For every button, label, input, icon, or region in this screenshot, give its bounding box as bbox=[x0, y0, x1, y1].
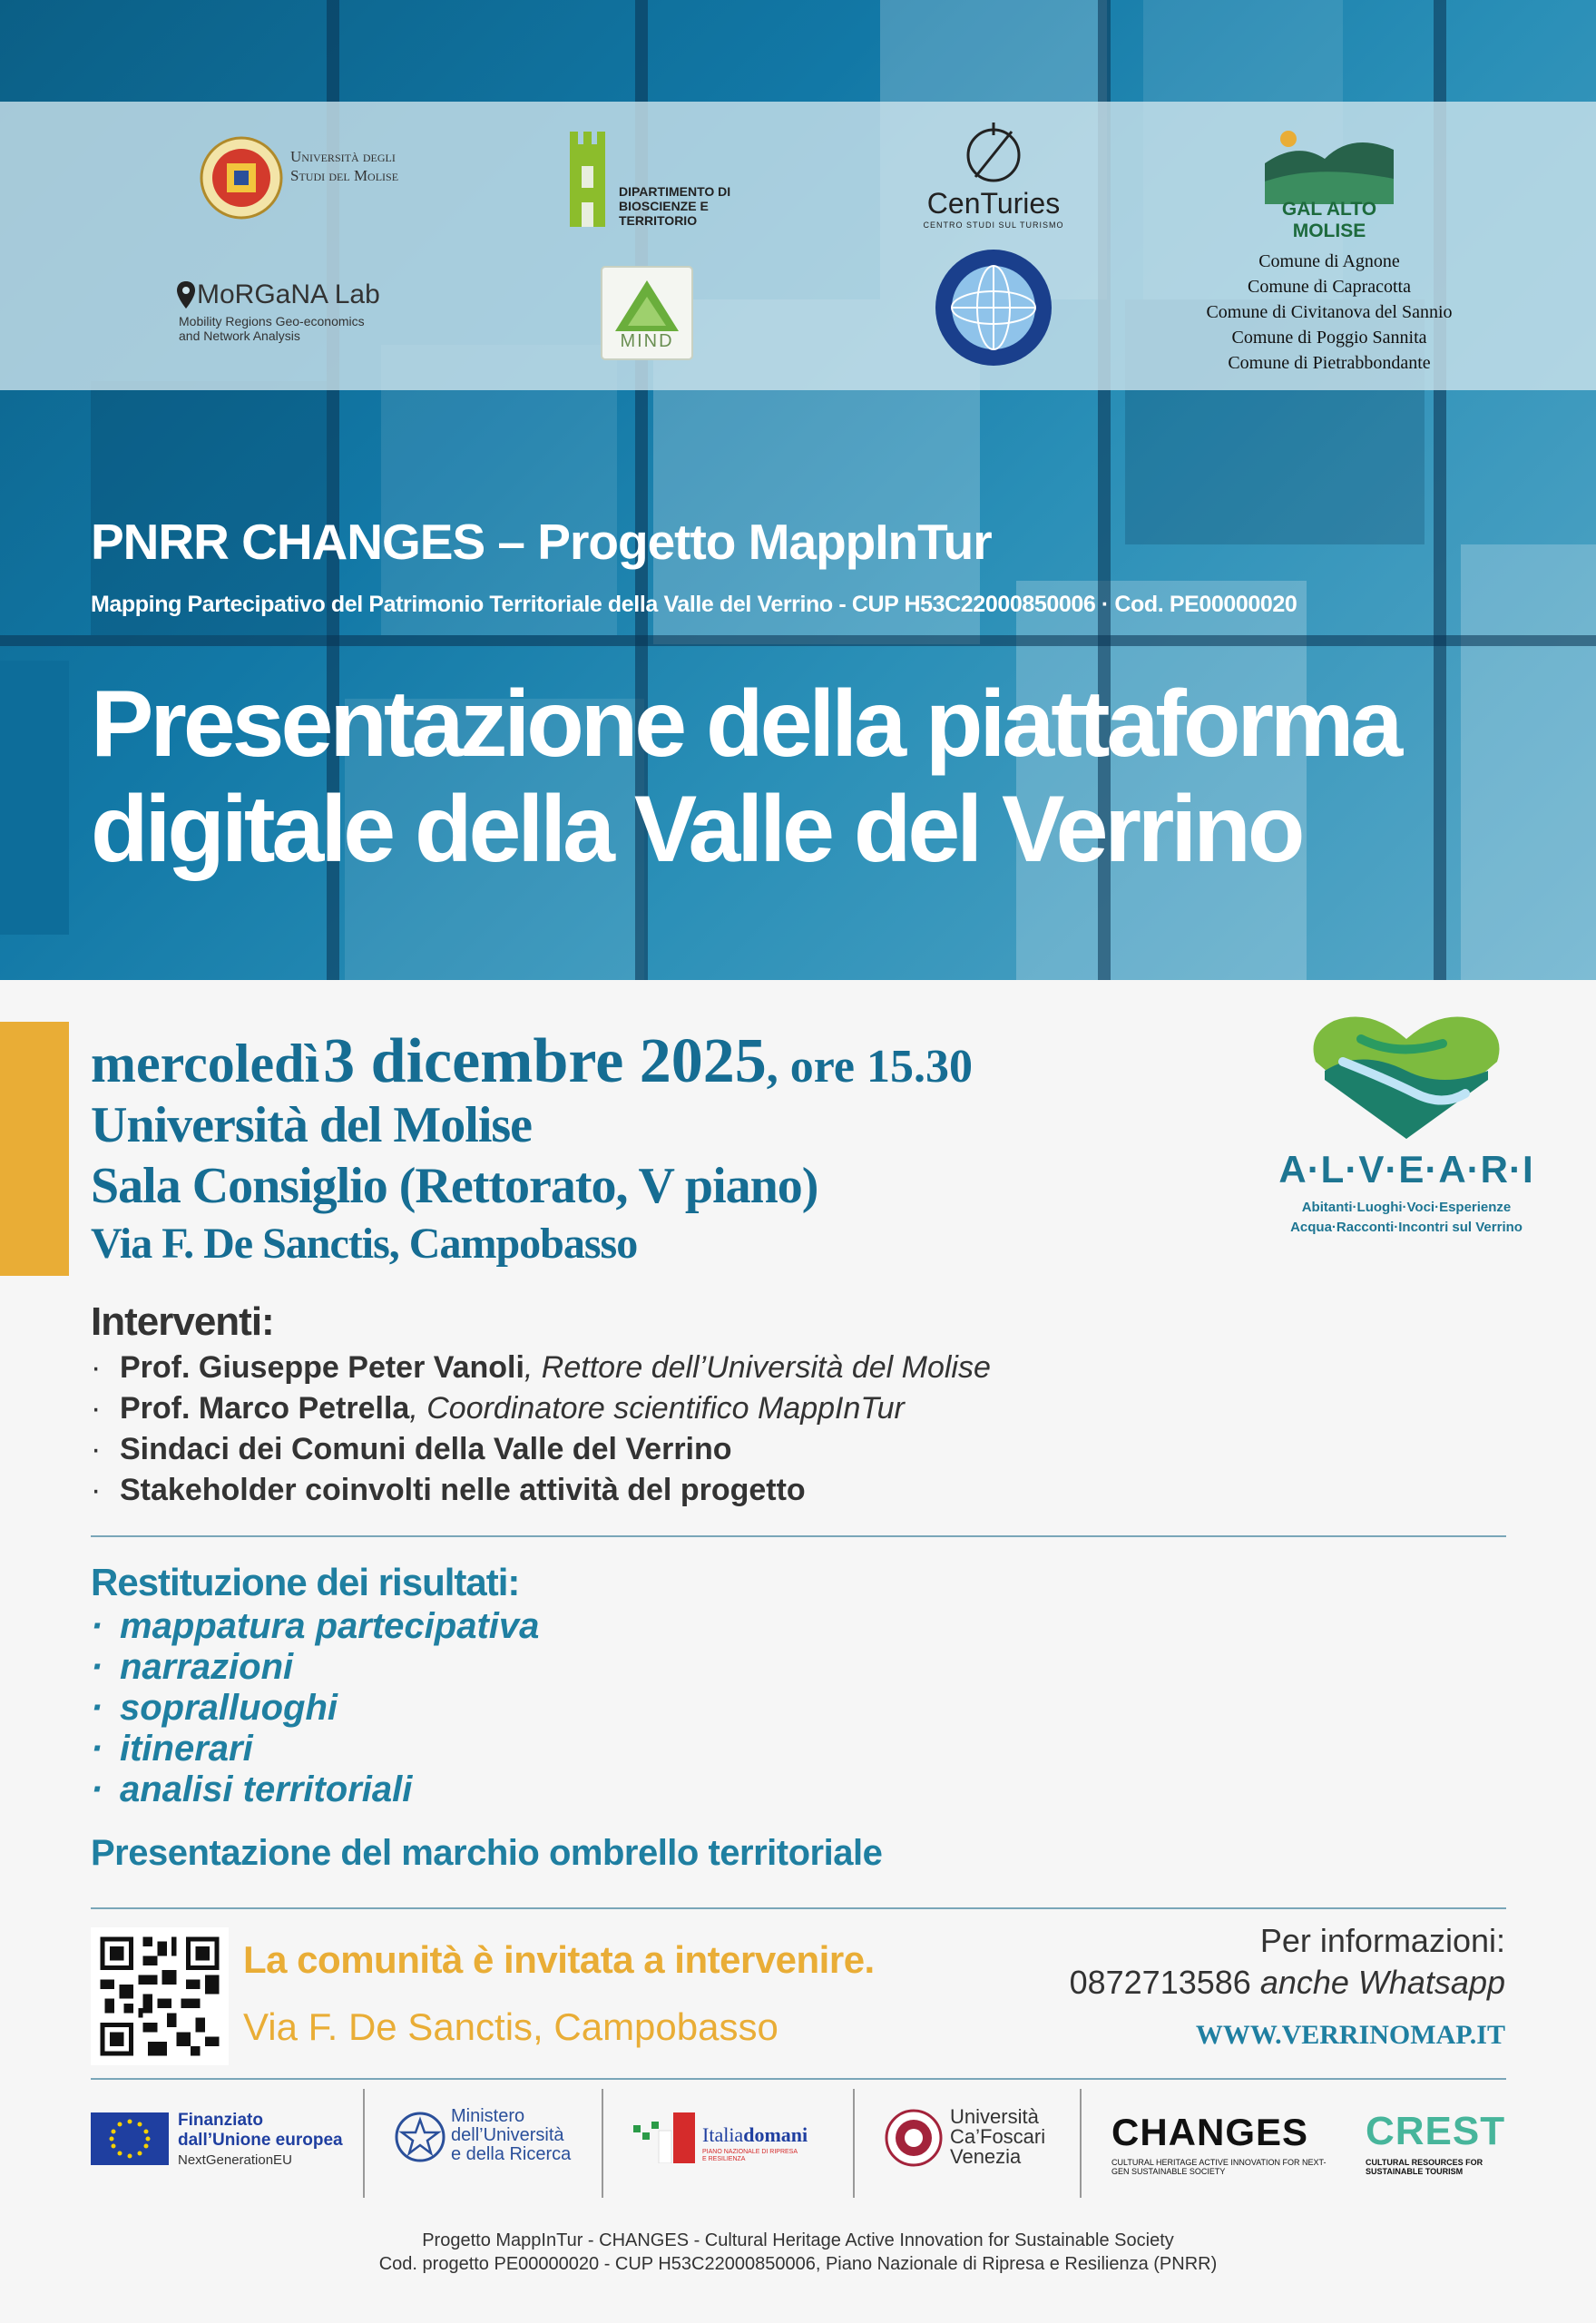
risultati-item-text: analisi territoriali bbox=[120, 1769, 413, 1809]
interventi-item: · Prof. Giuseppe Peter Vanoli, Rettore dell’Università del Molise bbox=[91, 1350, 991, 1385]
domani-word: domani bbox=[743, 2123, 808, 2146]
event-venue: Università del Molise bbox=[91, 1097, 533, 1153]
qr-code-icon bbox=[91, 1927, 229, 2065]
italian-emblem-icon bbox=[395, 2109, 446, 2165]
section-divider bbox=[91, 1535, 1506, 1537]
risultati-item-text: narrazioni bbox=[120, 1647, 294, 1687]
phone-note: anche Whatsapp bbox=[1250, 1964, 1505, 2001]
italia-domani-wordmark bbox=[702, 2123, 838, 2147]
mind-logo bbox=[601, 266, 693, 365]
mind-name: MIND bbox=[620, 331, 674, 351]
dipartimento-name: DIPARTIMENTO DI BIOSCIENZE E TERRITORIO bbox=[619, 184, 731, 228]
alveari-name: A·L·V·E·A·R·I bbox=[1278, 1148, 1534, 1191]
foscari-line3: Venezia bbox=[950, 2145, 1022, 2168]
footer-separator bbox=[1080, 2089, 1082, 2198]
event-title-line2: digitale della Valle del Verrino bbox=[91, 777, 1302, 882]
event-address: Via F. De Sanctis, Campobasso bbox=[91, 1220, 638, 1268]
marchio-ombrello: Presentazione del marchio ombrello territoriale bbox=[91, 1833, 883, 1873]
event-time: , ore 15.30 bbox=[766, 1041, 974, 1093]
alveari-tagline-1: Abitanti·Luoghi·Voci·Esperienze bbox=[1301, 1200, 1512, 1215]
eu-flag-icon bbox=[91, 2112, 169, 2165]
compass-icon bbox=[957, 123, 1030, 186]
event-room: Sala Consiglio (Rettorato, V piano) bbox=[91, 1158, 818, 1214]
italia-domani-subtitle: PIANO NAZIONALE DI RIPRESA E RESILIENZA bbox=[702, 2149, 798, 2162]
alveari-tagline-2: Acqua·Racconti·Incontri sul Verrino bbox=[1290, 1220, 1523, 1235]
info-label: Per informazioni: bbox=[1259, 1922, 1505, 1959]
centuries-name: CenTuries bbox=[926, 187, 1061, 220]
hero-accent-bar bbox=[0, 661, 69, 935]
unimol-seal-icon bbox=[200, 136, 283, 220]
comuni-list bbox=[1180, 249, 1479, 376]
event-date bbox=[91, 1025, 973, 1098]
footer-separator bbox=[853, 2089, 855, 2198]
gal-alto-molise-logo bbox=[1261, 123, 1397, 241]
mur-text bbox=[451, 2107, 605, 2164]
risultati-item: · sopralluoghi bbox=[91, 1688, 338, 1728]
italy-flag-icon bbox=[633, 2112, 699, 2163]
globe-seal-logo bbox=[933, 247, 1055, 374]
website-link[interactable]: WWW.VERRINOMAP.IT bbox=[1195, 2020, 1505, 2050]
risultati-item: · narrazioni bbox=[91, 1647, 294, 1687]
italia-word: Italia bbox=[702, 2123, 744, 2146]
risultati-item: · mappatura partecipativa bbox=[91, 1606, 540, 1646]
interventi-heading: Interventi: bbox=[91, 1299, 274, 1344]
tower-icon bbox=[567, 132, 608, 227]
risultati-item-text: itinerari bbox=[120, 1729, 253, 1769]
event-title-line1: Presentazione della piattaforma bbox=[91, 671, 1400, 777]
footer-project-line: Progetto MappInTur - CHANGES - Cultural Heritage Active Innovation for Sustainable Society bbox=[422, 2230, 1174, 2250]
community-invite: La comunità è invitata a intervenire. bbox=[243, 1938, 875, 1981]
footer-separator bbox=[602, 2089, 603, 2198]
interventi-item: · Prof. Marco Petrella, Coordinatore scientifico MappInTur bbox=[91, 1391, 905, 1426]
window-pane bbox=[1461, 544, 1596, 980]
comune-capracotta: Comune di Capracotta bbox=[1248, 277, 1411, 297]
contact-address: Via F. De Sanctis, Campobasso bbox=[243, 2005, 778, 2048]
centuries-logo bbox=[921, 123, 1066, 230]
section-divider bbox=[91, 2078, 1506, 2080]
foscari-line1: Università bbox=[950, 2105, 1039, 2128]
crest-subtitle: CULTURAL RESOURCES FOR SUSTAINABLE TOURISM bbox=[1366, 2158, 1483, 2176]
qr-code[interactable] bbox=[91, 1927, 229, 2065]
mur-line2: dell’Università bbox=[451, 2125, 564, 2145]
morgana-name: MoRGaNA Lab bbox=[197, 279, 380, 309]
interventi-item: · Stakeholder coinvolti nelle attività del progetto bbox=[91, 1473, 806, 1507]
comune-poggio-sannita: Comune di Poggio Sannita bbox=[1231, 328, 1427, 348]
foscari-line2: Ca’Foscari bbox=[950, 2125, 1046, 2148]
morgana-subtitle-line1: Mobility Regions Geo-economics bbox=[179, 314, 365, 328]
project-title: PNRR CHANGES – Progetto MappInTur bbox=[91, 514, 992, 570]
phone-number[interactable]: 0872713586 bbox=[1069, 1964, 1251, 2001]
speaker-name: Prof. Marco Petrella bbox=[120, 1391, 410, 1426]
ca-foscari-text bbox=[950, 2107, 1068, 2167]
interventi-item: · Sindaci dei Comuni della Valle del Verrino bbox=[91, 1432, 732, 1466]
map-pin-icon bbox=[177, 281, 195, 309]
unimol-name: Università degli Studi del Molise bbox=[290, 148, 399, 184]
eu-funding-text bbox=[178, 2111, 359, 2171]
gal-name: GAL ALTO MOLISE bbox=[1281, 199, 1377, 241]
ca-foscari-seal-icon bbox=[885, 2109, 943, 2167]
event-day: mercoledì bbox=[91, 1034, 320, 1093]
mur-line1: Ministero bbox=[451, 2106, 525, 2126]
event-title bbox=[91, 671, 1399, 882]
speaker-role: , Rettore dell’Università del Molise bbox=[524, 1350, 991, 1385]
eu-line3: NextGenerationEU bbox=[178, 2152, 292, 2168]
comune-pietrabbondante: Comune di Pietrabbondante bbox=[1228, 353, 1431, 373]
eu-line2: dall’Unione europea bbox=[178, 2131, 343, 2150]
comune-civitanova: Comune di Civitanova del Sannio bbox=[1206, 302, 1453, 322]
risultati-item-text: sopralluoghi bbox=[120, 1688, 338, 1728]
crest-wordmark: CREST bbox=[1366, 2109, 1506, 2153]
risultati-item: · itinerari bbox=[91, 1729, 253, 1769]
speaker-name: Sindaci dei Comuni della Valle del Verrino bbox=[120, 1432, 732, 1466]
window-frame bbox=[0, 635, 1596, 646]
unimol-logo bbox=[200, 136, 399, 224]
section-divider bbox=[91, 1907, 1506, 1909]
speaker-name: Stakeholder coinvolti nelle attività del progetto bbox=[120, 1473, 806, 1507]
morgana-subtitle-line2: and Network Analysis bbox=[179, 328, 300, 343]
footer-separator bbox=[363, 2089, 365, 2198]
changes-wordmark: CHANGES bbox=[1111, 2111, 1309, 2153]
risultati-heading: Restituzione dei risultati: bbox=[91, 1561, 520, 1603]
centuries-subtitle: CENTRO STUDI SUL TURISMO bbox=[923, 221, 1064, 230]
risultati-item-text: mappatura partecipativa bbox=[120, 1606, 540, 1646]
event-accent-bar bbox=[0, 1022, 69, 1276]
alveari-logo bbox=[1270, 1007, 1542, 1252]
mur-line3: e della Ricerca bbox=[451, 2144, 572, 2164]
footer-code-line: Cod. progetto PE00000020 - CUP H53C22000850006, Piano Nazionale di Ripresa e Resilienza (PNRR) bbox=[378, 2254, 1218, 2274]
comune-agnone: Comune di Agnone bbox=[1258, 251, 1400, 271]
dipartimento-logo bbox=[567, 132, 731, 231]
speaker-role: , Coordinatore scientifico MappInTur bbox=[409, 1391, 905, 1426]
contact-phone[interactable] bbox=[1070, 1964, 1505, 2002]
heart-landscape-icon bbox=[1307, 1007, 1506, 1143]
event-date-value: 3 dicembre 2025 bbox=[323, 1026, 767, 1096]
speaker-name: Prof. Giuseppe Peter Vanoli bbox=[120, 1350, 524, 1385]
project-subtitle: Mapping Partecipativo del Patrimonio Territoriale della Valle del Verrino - CUP H53C22000850006 · Cod. PE00000020 bbox=[91, 592, 1297, 617]
changes-subtitle: CULTURAL HERITAGE ACTIVE INNOVATION FOR NEXT-GEN SUSTAINABLE SOCIETY bbox=[1111, 2158, 1327, 2176]
morgana-subtitle bbox=[179, 314, 415, 343]
risultati-item: · analisi territoriali bbox=[91, 1769, 413, 1809]
eu-line1: Finanziato bbox=[178, 2111, 263, 2130]
globe-icon bbox=[933, 247, 1055, 369]
